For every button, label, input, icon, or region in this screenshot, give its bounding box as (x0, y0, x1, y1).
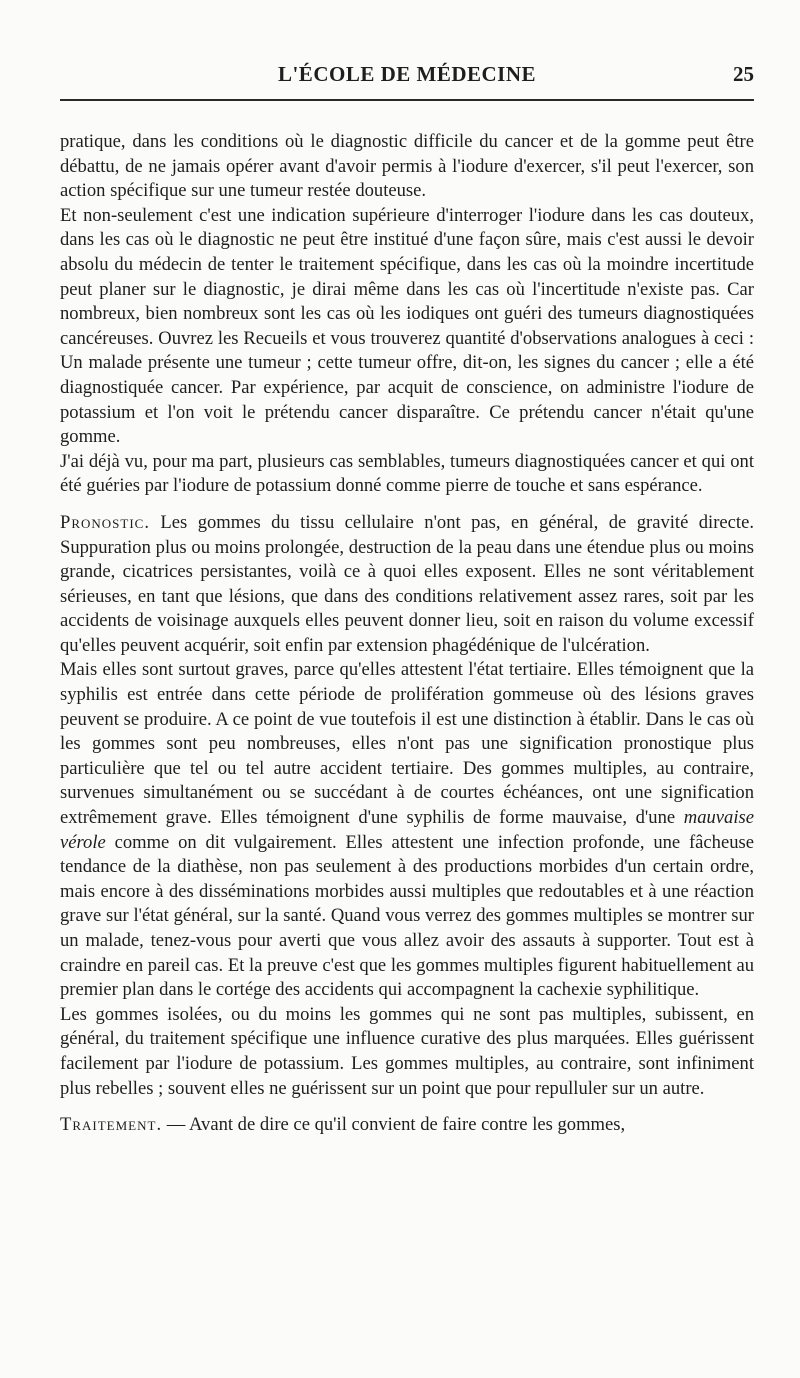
paragraph-traitement (60, 1113, 754, 1138)
running-title: L'ÉCOLE DE MÉDECINE (277, 62, 537, 86)
paragraph-continuation: pratique, dans les conditions où le diagnostic difficile du cancer et de la gomme peut être débattu, de ne jamais opérer avant d'avoir permis à l'iodure d'exercer, s'il peut l'exercer, son action spécifique sur une tumeur restée douteuse. (60, 131, 754, 202)
gravity-text-before: Mais elles sont surtout graves, parce qu'elles attestent l'état tertiaire. Elles témoignent que la syphilis est entrée dans cette période de prolifération gommeuse où des lésions graves peuvent se produire. A ce point de vue toutefois il est une distinction à établir. Dans le cas où les gommes sont peu nombreuses, elles n'ont pas une signification pronostique plus particulière que tel ou tel autre accident tertiaire. Des gommes multiples, au contraire, survenues simultanément ou se succédant à de courtes échéances, ont une signification extrêmement grave. Elles témoignent d'une syphilis de forme mauvaise, d'une (60, 659, 754, 829)
page-number: 25 (733, 62, 754, 86)
paragraph-personal-cases: J'ai déjà vu, pour ma part, plusieurs cas semblables, tumeurs diagnostiquées cancer et qui ont été guéries par l'iodure de potassium donné comme pierre de touche et sans espérance. (60, 450, 754, 497)
section-label-traitement: Traitement. (60, 1114, 163, 1136)
gravity-text-after: comme on dit vulgairement. Elles attestent une infection profonde, une fâcheuse tendance de la diathèse, non pas seulement à des productions morbides d'un certain ordre, mais encore à des disséminations morbides aussi multiples que redoutables et à une réaction grave sur l'état général, sur la santé. Quand vous verrez des gommes multiples se montrer sur un malade, tenez-vous pour averti que vous allez avoir des assauts à supporter. Tout est à craindre en pareil cas. Et la preuve c'est que les gommes multiples figurent habituellement au premier plan dans le cortége des accidents qui accompagnent la cachexie syphilitique. (60, 831, 754, 1001)
section-label-pronostic: Pronostic. (60, 511, 150, 533)
paragraph-gravity (60, 658, 754, 1002)
header-rule (60, 99, 754, 101)
paragraph-iodure-indication: Et non-seulement c'est une indication supérieure d'interroger l'iodure dans les cas douteux, dans les cas où le diagnostic ne peut être institué d'une façon sûre, mais c'est aussi le devoir absolu du médecin de tenter le traitement spécifique, dans les cas où la moindre incertitude peut planer sur le diagnostic, je dirai même dans les cas où l'incertitude n'existe pas. Car nombreux, bien nombreux sont les cas où les iodiques ont guéri des tumeurs diagnostiquées cancéreuses. Ouvrez les Recueils et vous trouverez quantité d'observations analogues à ceci : Un malade présente une tumeur ; cette tumeur offre, dit-on, les signes du cancer ; elle a été diagnostiquée cancer. Par expérience, par acquit de conscience, on administre l'iodure de potassium et l'on voit le prétendu cancer disparaître. Ce prétendu cancer n'était qu'une gomme. (60, 204, 754, 448)
gravity-italic-phrase: mauvaise vérole (60, 807, 754, 853)
paragraph-isolated-gommes: Les gommes isolées, ou du moins les gommes qui ne sont pas multiples, subissent, en général, du traitement spécifique une influence curative des plus marquées. Elles guérissent facilement par l'iodure de potassium. Les gommes multiples, au contraire, sont infiniment plus rebelles ; souvent elles ne guérissent sur un point que pour repulluler sur un autre. (60, 1003, 754, 1099)
traitement-text: — Avant de dire ce qu'il convient de faire contre les gommes, (162, 1114, 626, 1136)
running-head (60, 62, 754, 102)
pronostic-text: Les gommes du tissu cellulaire n'ont pas, en général, de gravité directe. Suppuration plus ou moins prolongée, destruction de la peau dans une étendue plus ou moins grande, cicatrices persistantes, voilà ce à quoi elles exposent. Elles ne sont véritablement sérieuses, en tant que lésions, que dans des conditions relativement assez rares, soit par les accidents de voisinage auxquels elles peuvent donner lieu, soit en raison du volume excessif qu'elles peuvent acquérir, soit enfin par extension phagédénique de l'ulcération. (60, 511, 754, 656)
paragraph-pronostic (60, 511, 754, 659)
body-text (60, 130, 754, 1138)
